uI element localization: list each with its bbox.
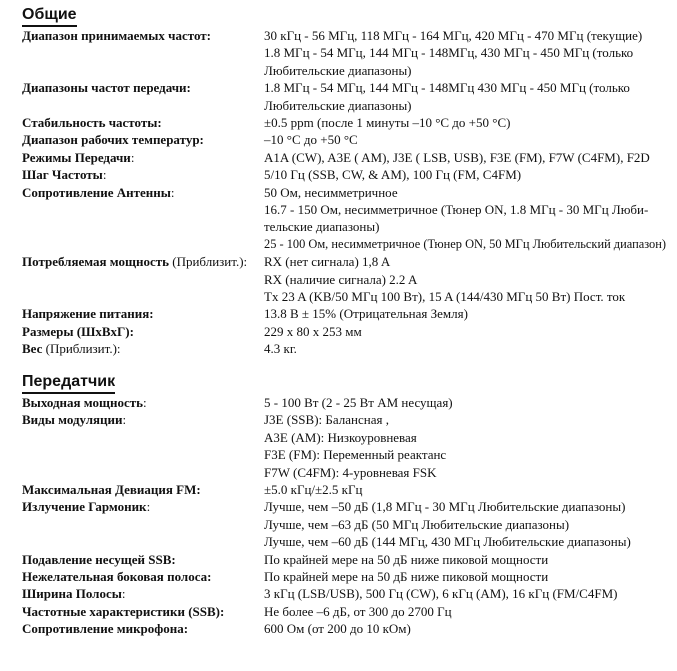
spec-label-bold: Размеры (ШxВxГ):	[22, 323, 134, 339]
spec-label	[22, 253, 260, 270]
spec-label-bold: Шаг Частоты	[22, 167, 103, 183]
spec-label-bold: Выходная мощность	[22, 395, 143, 410]
spec-label	[22, 620, 260, 637]
spec-label	[22, 411, 260, 428]
spec-value	[264, 253, 664, 305]
spec-value	[264, 411, 664, 481]
spec-value	[264, 79, 664, 114]
spec-label	[22, 27, 260, 44]
spec-value	[264, 27, 664, 79]
spec-label-suffix: :	[146, 499, 151, 515]
spec-label	[22, 131, 260, 148]
spec-label	[22, 585, 260, 602]
spec-value-line: J3E (SSB): Балансная ,	[264, 412, 389, 428]
spec-value	[264, 394, 664, 411]
spec-label-bold: Диапазоны частот передачи:	[22, 80, 191, 96]
spec-label-suffix: :	[122, 412, 127, 428]
spec-value-line: тельские диапазоны)	[264, 219, 380, 235]
section-title-transmitter: Передатчик	[22, 373, 115, 394]
spec-label	[22, 166, 260, 183]
spec-value	[264, 603, 664, 620]
spec-value-line: A1A (CW), A3E ( AM), J3E ( LSB, USB), F3E (FM), F7W (C4FM), F2D	[264, 149, 650, 165]
spec-label-bold: Диапазон принимаемых частот:	[22, 28, 211, 43]
spec-label-bold: Сопротивление Антенны	[22, 184, 171, 200]
spec-value	[264, 340, 664, 357]
spec-label	[22, 498, 260, 515]
spec-label	[22, 568, 260, 585]
spec-label-bold: Потребляемая мощность	[22, 254, 169, 270]
spec-value-line: ±5.0 кГц/±2.5 кГц	[264, 482, 363, 497]
spec-value-line: 30 кГц - 56 МГц, 118 МГц - 164 МГц, 420 МГц - 470 МГц (текущие)	[264, 28, 643, 43]
spec-label	[22, 340, 260, 357]
spec-value-line: 1.8 МГц - 54 МГц, 144 МГц - 148МГц, 430 МГц - 450 МГц (только	[264, 45, 634, 61]
spec-value-line: 13.8 В ± 15% (Отрицательная Земля)	[264, 306, 468, 322]
spec-value-line: 16.7 - 150 Ом, несимметричное (Тюнер ON, 1.8 МГц - 30 МГц Люби-	[264, 202, 649, 217]
spec-value	[264, 131, 664, 148]
spec-value-line: 4.3 кг.	[264, 341, 297, 357]
spec-value-line: Лучше, чем –63 дБ (50 МГц Любительские диапазоны)	[264, 516, 570, 532]
spec-label-suffix: :	[121, 586, 126, 602]
spec-value-line: 600 Ом (от 200 до 10 кОм)	[264, 621, 411, 637]
spec-value-line: По крайней мере на 50 дБ ниже пиковой мощности	[264, 551, 549, 567]
spec-value-line: Лучше, чем –60 дБ (144 МГц, 430 МГц Любительские диапазоны)	[264, 534, 631, 550]
spec-label	[22, 323, 260, 340]
spec-label-bold: Напряжение питания:	[22, 306, 154, 322]
spec-label-bold: Излучение Гармоник	[22, 499, 147, 515]
spec-label-bold: Ширина Полосы	[22, 586, 122, 602]
section-title-general: Общие	[22, 6, 77, 27]
spec-label-suffix: (Приблизит.):	[42, 341, 121, 357]
spec-value-line: 229 x 80 x 253 мм	[264, 323, 362, 339]
spec-value-line: Любительские диапазоны)	[264, 97, 412, 113]
spec-value	[264, 323, 664, 340]
spec-label	[22, 184, 260, 201]
spec-label-bold: Вес	[22, 341, 43, 357]
spec-label-bold: Сопротивление микрофона:	[22, 621, 189, 637]
spec-label	[22, 551, 260, 568]
spec-value-line: –10 °C до +50 °C	[264, 132, 358, 148]
spec-label-bold: Виды модуляции	[22, 412, 123, 428]
spec-label	[22, 114, 260, 131]
spec-value-line: Лучше, чем –50 дБ (1,8 МГц - 30 МГц Любительские диапазоны)	[264, 499, 626, 515]
spec-label-suffix: :	[102, 167, 107, 183]
spec-value-line: Любительские диапазоны)	[264, 62, 412, 78]
spec-value-line: Tx 23 A (KB/50 МГц 100 Вт), 15 A (144/430 МГц 50 Вт) Пост. ток	[264, 289, 626, 304]
spec-label-bold: Стабильность частоты:	[22, 115, 162, 130]
spec-label-bold: Максимальная Девиация FM:	[22, 482, 201, 497]
spec-value-line: RX (нет сигнала) 1,8 A	[264, 254, 391, 270]
spec-label-bold: Режимы Передачи	[22, 149, 131, 165]
spec-value	[264, 114, 664, 131]
spec-value-line: RX (наличие сигнала) 2.2 A	[264, 271, 418, 287]
spec-label	[22, 394, 260, 411]
spec-value-line: 5 - 100 Вт (2 - 25 Вт AM несущая)	[264, 395, 453, 410]
spec-value	[264, 568, 664, 585]
spec-value-line: 50 Ом, несимметричное	[264, 184, 398, 200]
spec-value	[264, 585, 664, 602]
spec-value	[264, 305, 664, 322]
spec-label-bold: Частотные характеристики (SSB):	[22, 603, 225, 619]
spec-value-line: Не более –6 дБ, от 300 до 2700 Гц	[264, 603, 452, 619]
spec-value	[264, 498, 664, 550]
spec-value	[264, 620, 664, 637]
spec-value-line: 25 - 100 Ом, несимметричное (Тюнер ON, 50 МГц Любительский диапазон)	[264, 236, 666, 251]
spec-value-line: F3E (FM): Переменный реактанс	[264, 447, 447, 463]
spec-value-line: По крайней мере на 50 дБ ниже пиковой мощности	[264, 569, 549, 584]
spec-label-bold: Диапазон рабочих температур:	[22, 132, 204, 148]
spec-value	[264, 166, 664, 183]
spec-label-suffix: :	[142, 395, 147, 410]
spec-value-line: ±0.5 ppm (после 1 минуты –10 °C до +50 °C)	[264, 115, 511, 130]
spec-label-suffix: (Приблизит.):	[169, 254, 248, 270]
spec-label	[22, 79, 260, 96]
spec-value	[264, 184, 664, 254]
spec-label	[22, 481, 260, 498]
spec-label-bold: Нежелательная боковая полоса:	[22, 569, 212, 584]
spec-value-line: 1.8 МГц - 54 МГц, 144 МГц - 148МГц 430 МГц - 450 МГц (только	[264, 80, 630, 96]
spec-label	[22, 305, 260, 322]
spec-value-line: 3 кГц (LSB/USB), 500 Гц (CW), 6 кГц (AM), 16 кГц (FM/C4FM)	[264, 586, 618, 602]
spec-value-line: 5/10 Гц (SSB, CW, & AM), 100 Гц (FM, C4FM)	[264, 167, 522, 183]
spec-value-line: A3E (AM): Низкоуровневая	[264, 429, 417, 445]
spec-value	[264, 551, 664, 568]
spec-value	[264, 481, 664, 498]
spec-value	[264, 149, 664, 166]
spec-label	[22, 149, 260, 166]
spec-value-line: F7W (C4FM): 4-уровневая FSK	[264, 464, 437, 480]
spec-label-suffix: :	[170, 184, 175, 200]
spec-label-bold: Подавление несущей SSB:	[22, 551, 176, 567]
spec-label-suffix: :	[130, 149, 135, 165]
spec-label	[22, 603, 260, 620]
